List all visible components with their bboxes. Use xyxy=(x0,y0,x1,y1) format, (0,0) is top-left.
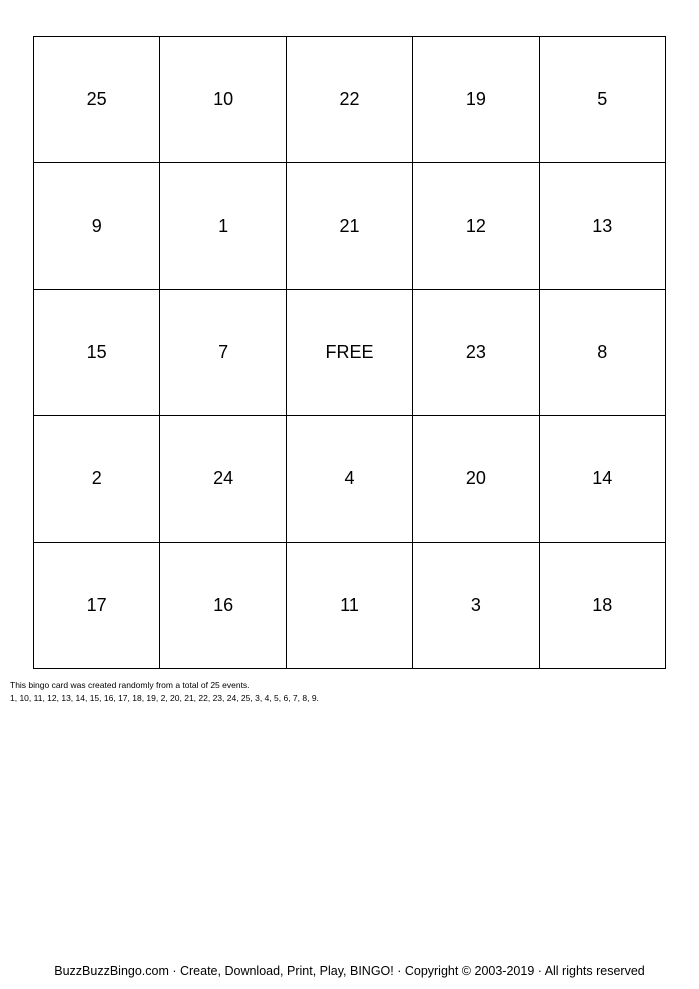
bingo-cell: 16 xyxy=(160,543,286,669)
bingo-cell: 17 xyxy=(34,543,160,669)
bingo-cell: 5 xyxy=(540,37,666,163)
footer-copyright: BuzzBuzzBingo.com · Create, Download, Print, Play, BINGO! · Copyright © 2003-2019 · All rights reserved xyxy=(54,964,645,978)
bingo-cell: 14 xyxy=(540,416,666,542)
bingo-cell: 13 xyxy=(540,163,666,289)
bingo-cell: 3 xyxy=(413,543,539,669)
bingo-cell: 4 xyxy=(287,416,413,542)
bingo-cell: 19 xyxy=(413,37,539,163)
card-creation-note: This bingo card was created randomly from a total of 25 events. xyxy=(10,680,250,690)
bingo-cell: 7 xyxy=(160,290,286,416)
bingo-cell: 24 xyxy=(160,416,286,542)
bingo-cell: 15 xyxy=(34,290,160,416)
bingo-cell: 11 xyxy=(287,543,413,669)
bingo-cell: 21 xyxy=(287,163,413,289)
bingo-free-cell: FREE xyxy=(287,290,413,416)
bingo-cell: 18 xyxy=(540,543,666,669)
bingo-cell: 22 xyxy=(287,37,413,163)
bingo-cell: 25 xyxy=(34,37,160,163)
bingo-cell: 1 xyxy=(160,163,286,289)
bingo-cell: 20 xyxy=(413,416,539,542)
bingo-cell: 8 xyxy=(540,290,666,416)
bingo-cell: 10 xyxy=(160,37,286,163)
bingo-cell: 2 xyxy=(34,416,160,542)
bingo-cell: 12 xyxy=(413,163,539,289)
event-list: 1, 10, 11, 12, 13, 14, 15, 16, 17, 18, 19, 2, 20, 21, 22, 23, 24, 25, 3, 4, 5, 6, 7, 8, 9. xyxy=(10,693,319,703)
bingo-card-grid xyxy=(33,36,666,669)
bingo-cell: 9 xyxy=(34,163,160,289)
bingo-cell: 23 xyxy=(413,290,539,416)
